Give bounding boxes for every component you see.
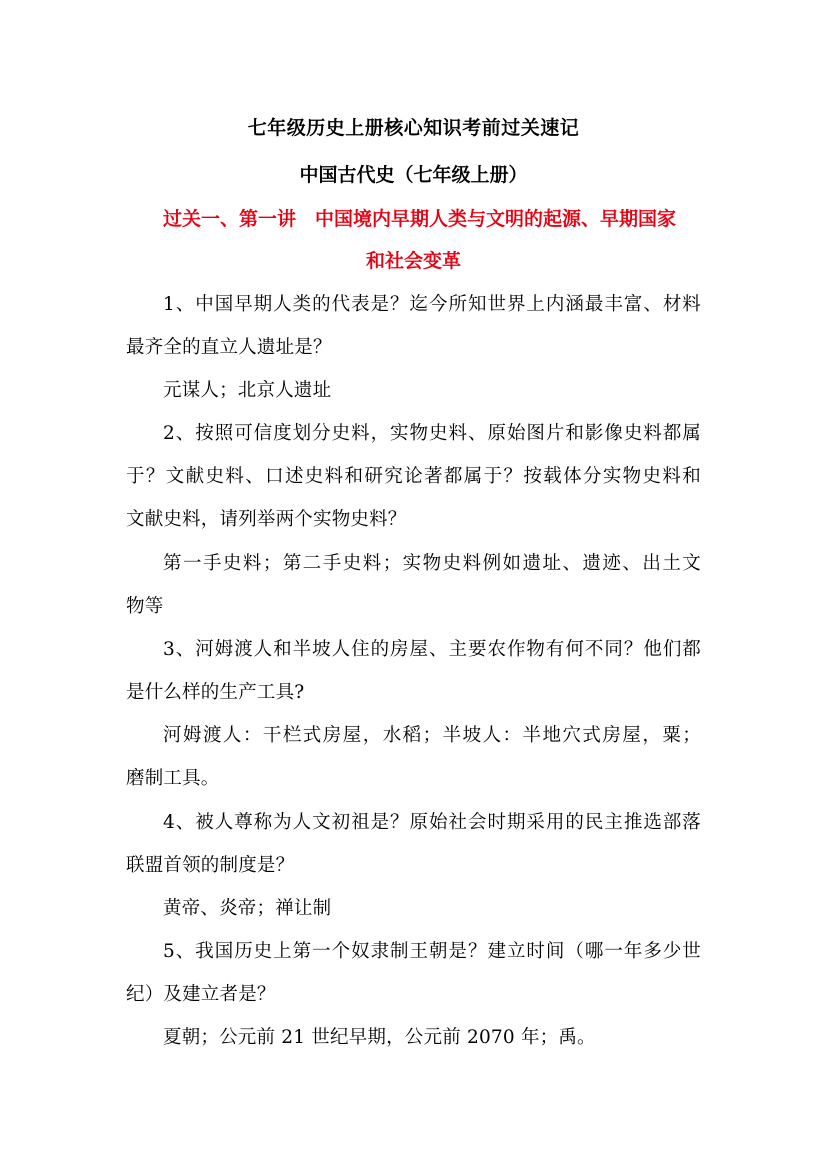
document-title: 七年级历史上册核心知识考前过关速记 (247, 117, 580, 139)
answer-2-line-2: 物等 (126, 596, 164, 617)
document-subtitle: 中国古代史（七年级上册） (299, 164, 528, 186)
question-1-line-1: 1、中国早期人类的代表是？迄今所知世界上内涵最丰富、材料 (163, 294, 701, 315)
answer-2-line-1: 第一手史料；第二手史料；实物史料例如遗址、遗迹、出土文 (163, 553, 701, 574)
question-2-line-3: 文献史料，请列举两个实物史料？ (126, 509, 407, 530)
question-4-line-1: 4、被人尊称为人文初祖是？原始社会时期采用的民主推选部落 (163, 812, 701, 833)
question-4-line-2: 联盟首领的制度是？ (126, 855, 295, 876)
question-5-line-1: 5、我国历史上第一个奴隶制王朝是？建立时间（哪一年多少世 (163, 941, 701, 962)
question-5-line-2: 纪）及建立者是？ (126, 984, 276, 1005)
answer-1: 元谋人；北京人遗址 (163, 380, 332, 401)
question-1-line-2: 最齐全的直立人遗址是？ (126, 337, 332, 358)
answer-3-line-1: 河姆渡人：干栏式房屋，水稻；半坡人：半地穴式房屋，粟； (163, 725, 701, 746)
question-2-line-1: 2、按照可信度划分史料，实物史料、原始图片和影像史料都属 (163, 423, 701, 444)
section-heading-line-1: 过关一、第一讲 中国境内早期人类与文明的起源、早期国家 (163, 208, 677, 230)
question-3-line-1: 3、河姆渡人和半坡人住的房屋、主要农作物有何不同？他们都 (163, 639, 701, 660)
answer-5: 夏朝；公元前 21 世纪早期，公元前 2070 年；禹。 (163, 1027, 596, 1048)
question-3-line-2: 是什么样的生产工具? (126, 682, 305, 703)
answer-4: 黄帝、炎帝；禅让制 (163, 898, 332, 919)
answer-3-line-2: 磨制工具。 (126, 768, 220, 789)
question-2-line-2: 于？文献史料、口述史料和研究论著都属于？按载体分实物史料和 (126, 466, 701, 487)
section-heading-line-2: 和社会变革 (365, 250, 461, 272)
